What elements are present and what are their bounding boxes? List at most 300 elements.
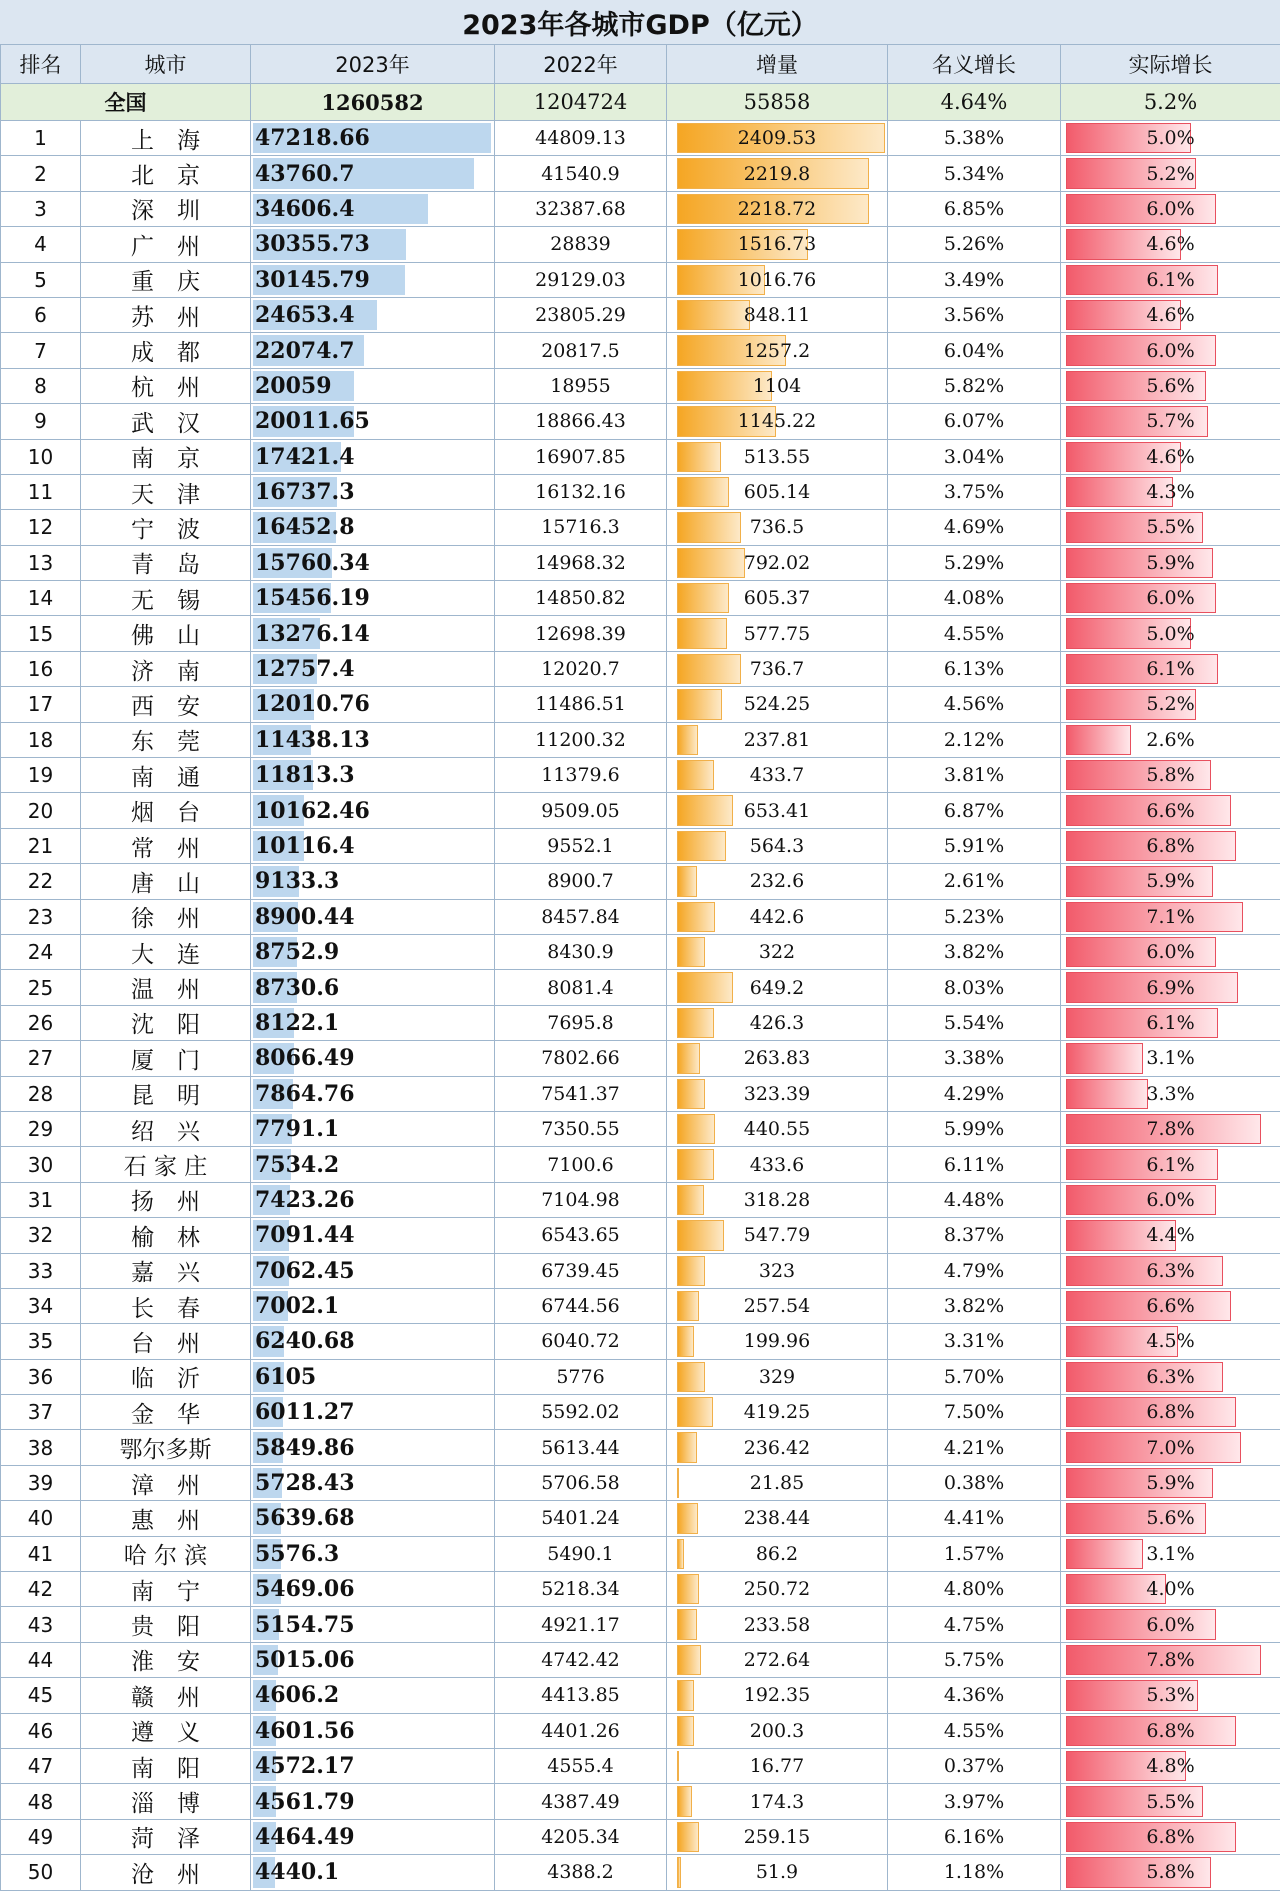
real-growth-cell-inner (1061, 121, 1280, 155)
gdp-2023-cell (251, 1359, 495, 1394)
increase-cell (667, 1395, 888, 1430)
table-row (1, 616, 1280, 651)
gdp-2023-cell-inner (251, 1324, 494, 1358)
gdp-2023-cell-inner (251, 475, 494, 509)
real-growth-cell (1061, 1182, 1280, 1217)
real-growth-cell-inner (1061, 1784, 1280, 1818)
gdp-2022-cell: 5490.1 (495, 1536, 667, 1571)
nominal-growth-cell: 5.91% (888, 828, 1061, 863)
table-row (1, 404, 1280, 439)
real-growth-cell-inner (1061, 192, 1280, 226)
increase-cell (667, 1536, 888, 1571)
increase-value: 440.55 (743, 1118, 811, 1141)
increase-cell (667, 297, 888, 332)
real-growth-cell-inner (1061, 1324, 1280, 1358)
increase-cell (667, 616, 888, 651)
real-growth-cell-inner (1061, 616, 1280, 650)
gdp-2023-value: 13276.14 (255, 620, 370, 647)
real-growth-cell (1061, 1748, 1280, 1783)
gdp-2023-cell-inner (251, 687, 494, 721)
gdp-2023-value: 5639.68 (255, 1505, 355, 1532)
gdp-2023-cell-inner (251, 404, 494, 438)
rank-cell: 24 (1, 934, 81, 969)
real-growth-cell (1061, 227, 1280, 262)
nominal-growth-cell: 5.54% (888, 1005, 1061, 1040)
gdp-2023-cell (251, 474, 495, 509)
increase-value: 605.14 (743, 481, 811, 504)
real-growth-cell (1061, 1253, 1280, 1288)
gdp-2023-cell (251, 1253, 495, 1288)
table-row (1, 1147, 1280, 1182)
real-growth-value: 6.8% (1146, 1825, 1195, 1848)
real-growth-value: 6.8% (1146, 1401, 1195, 1424)
rank-cell: 29 (1, 1111, 81, 1146)
nominal-growth-cell: 5.38% (888, 121, 1061, 156)
gdp-2023-value: 16737.3 (255, 479, 355, 506)
table-row (1, 1111, 1280, 1146)
increase-cell (667, 1253, 888, 1288)
nominal-growth-cell: 6.85% (888, 191, 1061, 226)
real-growth-cell (1061, 545, 1280, 580)
gdp-2023-value: 6011.27 (255, 1399, 355, 1426)
city-cell: 烟 台 (81, 793, 251, 828)
increase-cell (667, 1147, 888, 1182)
table-row (1, 121, 1280, 156)
real-growth-value: 4.5% (1146, 1330, 1195, 1353)
real-growth-value: 6.8% (1146, 1719, 1195, 1742)
rank-cell: 31 (1, 1182, 81, 1217)
nominal-growth-cell: 5.26% (888, 227, 1061, 262)
gdp-2023-value: 11438.13 (255, 726, 370, 753)
increase-value: 2219.8 (743, 162, 811, 185)
gdp-2023-cell-inner (251, 581, 494, 615)
real-growth-cell-inner (1061, 758, 1280, 792)
city-cell: 北 京 (81, 156, 251, 191)
nominal-growth-cell: 4.55% (888, 616, 1061, 651)
city-cell: 徐 州 (81, 899, 251, 934)
increase-cell-inner (667, 829, 887, 863)
table-row (1, 156, 1280, 191)
gdp-2023-value: 8066.49 (255, 1045, 355, 1072)
gdp-2022-cell: 8430.9 (495, 934, 667, 969)
gdp-2022-cell: 7104.98 (495, 1182, 667, 1217)
increase-value: 524.25 (743, 693, 811, 716)
real-growth-cell-inner (1061, 581, 1280, 615)
increase-cell-inner (667, 1607, 887, 1641)
real-growth-cell (1061, 722, 1280, 757)
gdp-2023-cell-inner (251, 1395, 494, 1429)
gdp-2023-cell (251, 1324, 495, 1359)
increase-cell-inner (667, 1006, 887, 1040)
table-row (1, 297, 1280, 332)
nominal-growth-cell: 4.56% (888, 687, 1061, 722)
increase-cell (667, 1784, 888, 1819)
real-growth-cell (1061, 793, 1280, 828)
gdp-2022-cell: 23805.29 (495, 297, 667, 332)
city-cell: 成 都 (81, 333, 251, 368)
increase-cell (667, 1501, 888, 1536)
nominal-growth-cell: 5.23% (888, 899, 1061, 934)
nominal-growth-cell: 0.37% (888, 1748, 1061, 1783)
rank-cell: 5 (1, 262, 81, 297)
increase-cell-inner (667, 156, 887, 190)
increase-cell-inner (667, 1218, 887, 1252)
increase-cell-inner (667, 1643, 887, 1677)
increase-value: 736.7 (749, 658, 805, 681)
increase-cell-inner (667, 1324, 887, 1358)
increase-value: 419.25 (743, 1401, 811, 1424)
gdp-2023-cell-inner (251, 1784, 494, 1818)
real-growth-value: 5.2% (1146, 162, 1195, 185)
real-growth-value: 5.5% (1146, 516, 1195, 539)
city-cell: 临 沂 (81, 1359, 251, 1394)
nominal-growth-cell: 8.03% (888, 970, 1061, 1005)
increase-cell (667, 970, 888, 1005)
rank-cell: 8 (1, 368, 81, 403)
table-row (1, 439, 1280, 474)
increase-value: 1516.73 (737, 233, 817, 256)
gdp-2023-value: 7791.1 (255, 1116, 340, 1143)
real-growth-value: 5.2% (1146, 693, 1195, 716)
gdp-2023-cell (251, 1678, 495, 1713)
increase-value: 564.3 (749, 835, 805, 857)
gdp-2023-value: 8900.44 (255, 903, 355, 930)
increase-cell-inner (667, 687, 887, 721)
table-row (1, 1642, 1280, 1677)
gdp-2023-cell (251, 1572, 495, 1607)
gdp-2023-cell-inner (251, 1466, 494, 1500)
real-growth-value: 6.0% (1146, 1188, 1195, 1211)
table-row (1, 262, 1280, 297)
gdp-2022-cell: 5706.58 (495, 1465, 667, 1500)
table-row (1, 1713, 1280, 1748)
gdp-2023-cell (251, 1395, 495, 1430)
real-growth-cell (1061, 1218, 1280, 1253)
nominal-growth-cell: 3.82% (888, 1288, 1061, 1323)
increase-cell (667, 474, 888, 509)
nominal-growth-cell: 3.04% (888, 439, 1061, 474)
real-growth-cell (1061, 864, 1280, 899)
rank-cell: 48 (1, 1784, 81, 1819)
real-growth-cell-inner (1061, 1643, 1280, 1677)
real-growth-value: 4.0% (1146, 1578, 1195, 1601)
city-cell: 淄 博 (81, 1784, 251, 1819)
rank-cell: 11 (1, 474, 81, 509)
gdp-2022-cell: 6040.72 (495, 1324, 667, 1359)
gdp-2023-cell-inner (251, 935, 494, 969)
table-row (1, 545, 1280, 580)
gdp-2023-value: 15760.34 (255, 549, 370, 576)
increase-value: 792.02 (743, 551, 811, 574)
increase-value: 736.5 (749, 516, 805, 539)
increase-cell (667, 1359, 888, 1394)
gdp-2023-cell (251, 156, 495, 191)
nominal-growth-cell: 4.48% (888, 1182, 1061, 1217)
header-row (1, 45, 1280, 84)
city-cell: 无 锡 (81, 581, 251, 616)
increase-value: 323.39 (743, 1082, 811, 1105)
gdp-2023-cell (251, 262, 495, 297)
rank-cell: 39 (1, 1465, 81, 1500)
city-cell: 贵 阳 (81, 1607, 251, 1642)
real-growth-cell (1061, 1288, 1280, 1323)
table-row (1, 1288, 1280, 1323)
increase-cell (667, 899, 888, 934)
real-growth-cell (1061, 651, 1280, 686)
increase-cell-inner (667, 1466, 887, 1500)
gdp-2023-cell (251, 616, 495, 651)
city-cell: 宁 波 (81, 510, 251, 545)
real-growth-cell (1061, 758, 1280, 793)
increase-cell (667, 1642, 888, 1677)
gdp-2023-cell (251, 899, 495, 934)
real-growth-cell (1061, 1111, 1280, 1146)
gdp-2023-cell-inner (251, 1218, 494, 1252)
gdp-2023-cell-inner (251, 864, 494, 898)
real-growth-value: 6.6% (1146, 799, 1195, 822)
header-real-growth: 实际增长 (1061, 45, 1280, 84)
real-growth-cell-inner (1061, 510, 1280, 544)
gdp-2023-cell-inner (251, 227, 494, 261)
city-cell: 榆 林 (81, 1218, 251, 1253)
increase-cell (667, 1713, 888, 1748)
gdp-2022-cell: 5401.24 (495, 1501, 667, 1536)
real-growth-value: 6.6% (1146, 1295, 1195, 1318)
rank-cell: 36 (1, 1359, 81, 1394)
increase-cell-inner (667, 1112, 887, 1146)
increase-cell (667, 581, 888, 616)
gdp-2023-value: 7864.76 (255, 1080, 355, 1107)
real-growth-value: 4.6% (1146, 233, 1195, 256)
gdp-2023-cell (251, 510, 495, 545)
table-row (1, 1005, 1280, 1040)
increase-cell (667, 1182, 888, 1217)
nominal-growth-cell: 3.49% (888, 262, 1061, 297)
real-growth-cell (1061, 1076, 1280, 1111)
real-growth-value: 7.0% (1146, 1436, 1195, 1459)
real-growth-value: 6.1% (1146, 1153, 1195, 1176)
city-cell: 台 州 (81, 1324, 251, 1359)
gdp-2023-value: 9133.3 (255, 868, 340, 895)
table-row (1, 1784, 1280, 1819)
increase-cell (667, 1076, 888, 1111)
gdp-2023-cell-inner (251, 1749, 494, 1783)
increase-cell (667, 1041, 888, 1076)
gdp-2023-cell-inner (251, 1501, 494, 1535)
rank-cell: 14 (1, 581, 81, 616)
nominal-growth-cell: 4.36% (888, 1678, 1061, 1713)
real-growth-cell-inner (1061, 1077, 1280, 1111)
rank-cell: 32 (1, 1218, 81, 1253)
increase-value: 174.3 (749, 1790, 805, 1813)
gdp-2023-value: 4561.79 (255, 1788, 355, 1815)
rank-cell: 2 (1, 156, 81, 191)
city-cell: 沈 阳 (81, 1005, 251, 1040)
real-growth-cell (1061, 1572, 1280, 1607)
rank-cell: 42 (1, 1572, 81, 1607)
nominal-growth-cell: 3.81% (888, 758, 1061, 793)
gdp-2023-cell (251, 121, 495, 156)
rank-cell: 30 (1, 1147, 81, 1182)
increase-cell (667, 404, 888, 439)
increase-value: 257.54 (743, 1295, 811, 1318)
increase-cell-inner (667, 1147, 887, 1181)
city-cell: 温 州 (81, 970, 251, 1005)
nominal-growth-cell: 7.50% (888, 1395, 1061, 1430)
header-city: 城市 (81, 45, 251, 84)
increase-cell (667, 1430, 888, 1465)
city-cell: 济 南 (81, 651, 251, 686)
gdp-2023-value: 10162.46 (255, 797, 370, 824)
city-cell: 广 州 (81, 227, 251, 262)
rank-cell: 50 (1, 1855, 81, 1890)
real-growth-cell (1061, 1855, 1280, 1890)
nominal-growth-cell: 3.75% (888, 474, 1061, 509)
increase-cell-inner (667, 723, 887, 757)
gdp-2023-value: 4440.1 (255, 1859, 340, 1886)
real-growth-value: 6.0% (1146, 587, 1195, 610)
real-growth-cell-inner (1061, 1254, 1280, 1288)
increase-value: 1016.76 (737, 268, 817, 291)
rank-cell: 44 (1, 1642, 81, 1677)
real-growth-cell-inner (1061, 369, 1280, 403)
city-cell: 南 宁 (81, 1572, 251, 1607)
rank-cell: 7 (1, 333, 81, 368)
increase-value: 86.2 (755, 1542, 799, 1565)
real-growth-cell-inner (1061, 1395, 1280, 1429)
gdp-2023-cell-inner (251, 1041, 494, 1075)
gdp-2023-cell (251, 1147, 495, 1182)
increase-value: 232.6 (749, 870, 805, 893)
gdp-2023-value: 43760.7 (255, 160, 355, 187)
gdp-2022-cell: 4555.4 (495, 1748, 667, 1783)
real-growth-cell (1061, 1041, 1280, 1076)
real-growth-cell-inner (1061, 1572, 1280, 1606)
increase-cell-inner (667, 1395, 887, 1429)
rank-cell: 15 (1, 616, 81, 651)
nominal-growth-cell: 4.55% (888, 1713, 1061, 1748)
increase-cell-inner (667, 1430, 887, 1464)
gdp-2023-cell-inner (251, 1254, 494, 1288)
gdp-2022-cell: 9552.1 (495, 828, 667, 863)
city-cell: 西 安 (81, 687, 251, 722)
increase-value: 236.42 (743, 1436, 811, 1459)
city-cell: 南 阳 (81, 1748, 251, 1783)
gdp-2023-cell (251, 404, 495, 439)
gdp-2023-cell-inner (251, 333, 494, 367)
increase-cell-inner (667, 616, 887, 650)
gdp-2022-cell: 41540.9 (495, 156, 667, 191)
increase-cell (667, 934, 888, 969)
real-growth-value: 6.3% (1146, 1365, 1195, 1388)
rank-cell: 38 (1, 1430, 81, 1465)
nominal-growth-cell: 6.04% (888, 333, 1061, 368)
increase-cell (667, 262, 888, 297)
increase-value: 2409.53 (737, 127, 817, 150)
increase-value: 322 (758, 941, 796, 964)
increase-value: 200.3 (749, 1719, 805, 1742)
rank-cell: 21 (1, 828, 81, 863)
real-growth-cell (1061, 262, 1280, 297)
header-nominal-growth: 名义增长 (888, 45, 1061, 84)
gdp-2023-cell (251, 1713, 495, 1748)
increase-value: 259.15 (743, 1825, 811, 1848)
increase-value: 272.64 (743, 1648, 811, 1671)
table-row (1, 1218, 1280, 1253)
increase-value: 323 (758, 1259, 796, 1282)
gdp-2023-cell-inner (251, 440, 494, 474)
gdp-2023-value: 8730.6 (255, 974, 340, 1001)
real-growth-value: 6.3% (1146, 1259, 1195, 1282)
real-growth-cell (1061, 687, 1280, 722)
increase-value: 238.44 (743, 1507, 811, 1530)
city-cell: 苏 州 (81, 297, 251, 332)
real-growth-cell-inner (1061, 1147, 1280, 1181)
gdp-2023-cell-inner (251, 1147, 494, 1181)
nominal-growth-cell: 4.21% (888, 1430, 1061, 1465)
increase-cell-inner (667, 1077, 887, 1111)
gdp-2023-cell (251, 1465, 495, 1500)
real-growth-cell (1061, 1501, 1280, 1536)
gdp-2022-cell: 8900.7 (495, 864, 667, 899)
increase-cell-inner (667, 652, 887, 686)
gdp-2022-cell: 44809.13 (495, 121, 667, 156)
increase-value: 547.79 (743, 1224, 811, 1247)
real-growth-cell-inner (1061, 227, 1280, 261)
real-growth-cell (1061, 368, 1280, 403)
gdp-2023-cell (251, 368, 495, 403)
gdp-2022-cell: 4413.85 (495, 1678, 667, 1713)
rank-cell: 22 (1, 864, 81, 899)
increase-value: 848.11 (743, 304, 811, 327)
real-growth-value: 4.6% (1146, 445, 1195, 468)
gdp-2023-value: 30355.73 (255, 231, 370, 258)
increase-cell (667, 1005, 888, 1040)
nominal-growth-cell: 4.08% (888, 581, 1061, 616)
rank-cell: 9 (1, 404, 81, 439)
real-growth-value: 6.0% (1146, 197, 1195, 220)
gdp-2023-cell (251, 1501, 495, 1536)
gdp-2023-value: 6105 (255, 1363, 317, 1390)
city-cell: 惠 州 (81, 1501, 251, 1536)
real-growth-cell (1061, 970, 1280, 1005)
rank-cell: 43 (1, 1607, 81, 1642)
real-growth-cell-inner (1061, 1749, 1280, 1783)
city-cell: 哈 尔 滨 (81, 1536, 251, 1571)
real-growth-cell-inner (1061, 687, 1280, 721)
table-row (1, 474, 1280, 509)
real-growth-cell-inner (1061, 263, 1280, 297)
nominal-growth-cell: 5.34% (888, 156, 1061, 191)
gdp-2023-cell-inner (251, 156, 494, 190)
increase-cell-inner (667, 1501, 887, 1535)
increase-value: 426.3 (749, 1011, 805, 1034)
gdp-2023-value: 12757.4 (255, 656, 355, 683)
gdp-2023-value: 12010.76 (255, 691, 370, 718)
real-growth-cell (1061, 297, 1280, 332)
increase-cell-inner (667, 1855, 887, 1889)
real-growth-value: 7.1% (1146, 905, 1195, 928)
real-growth-value: 5.9% (1146, 551, 1195, 574)
real-growth-cell-inner (1061, 156, 1280, 190)
increase-cell-inner (667, 864, 887, 898)
gdp-2022-cell: 6744.56 (495, 1288, 667, 1323)
gdp-2022-cell: 4387.49 (495, 1784, 667, 1819)
real-growth-value: 5.6% (1146, 374, 1195, 397)
increase-cell (667, 227, 888, 262)
real-growth-cell (1061, 899, 1280, 934)
gdp-2023-cell (251, 1430, 495, 1465)
